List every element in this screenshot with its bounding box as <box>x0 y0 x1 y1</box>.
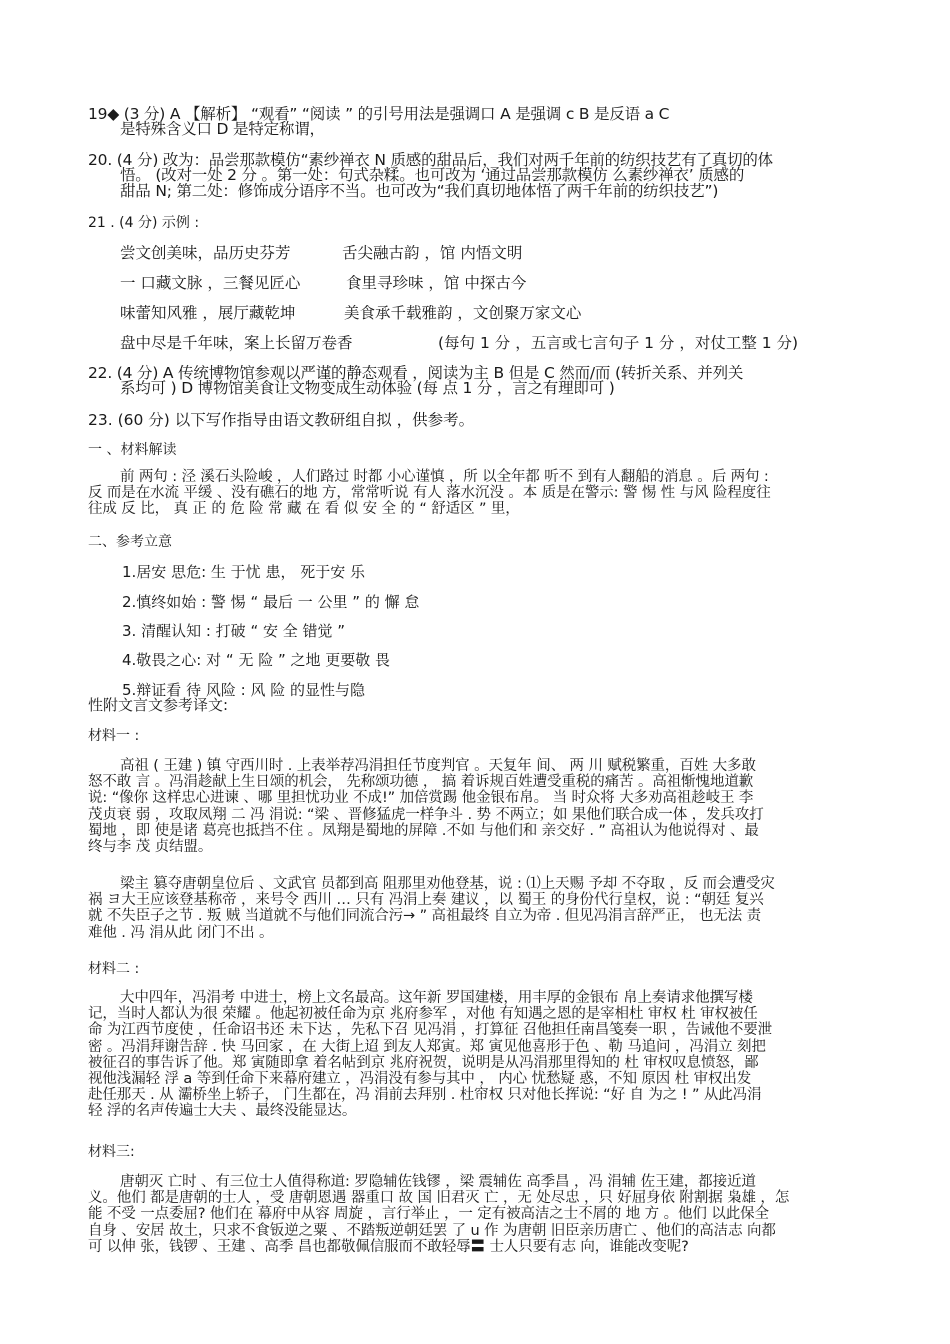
q21-row-4-right: (每句 1 分 ，五言或七言句子 1 分 ，对仗工整 1 分) <box>438 334 799 352</box>
m1-p2-line-1: 梁主 篡夺唐朝皇位后 、文武官 员都到高 阻那里劝他登基，说 : ⑴上天赐 予却 不夺取 ，反 而会遭受灾 <box>120 876 775 892</box>
material-2-paragraph <box>88 990 772 1120</box>
section-1-line-3: 往成 反 比， 真 正 的 危 险 常 藏 在 看 似 安 全 的 “ 舒适区 ” 里， <box>88 501 520 518</box>
m1-p1-line-1: 高祖 ( 王建 ) 镇 守西川时 . 上表举荐冯涓担任节度判官 。天复年 间、 两 川 赋税繁重，百姓 大多敢 <box>120 758 756 774</box>
q20-line-2: 悟。 (改对一处 2 分 。第一处：句式杂糅。也可改为 ‘通过品尝那款模仿 么素纱禅衣’ 质感的 <box>120 166 745 184</box>
q22-line-1: 22. (4 分) A 传统博物馆参观以严谨的静态观看 ，阅读为主 B 但是 C 然而/而 (转折关系、并列关 <box>88 364 744 382</box>
q21-row-3-right: 美食承千载雅韵 ，文创聚万家文心 <box>344 304 582 322</box>
m3-line-4: 自身 、安居 故土，只求不食钣逆之粟 、不踏叛逆朝廷罢 了 u 作 为唐朝 旧臣亲历唐亡 、他们的高洁志 向都 <box>88 1222 776 1239</box>
m2-line-7: 赴任那天 . 从 灞桥坐上轿子， 门生都在，冯 涓前去拜别 . 杜帘权 只对他长挥说: “好 自 为之 ! ” 从此冯涓 <box>88 1087 762 1104</box>
m1-p1-line-6: 终与李 茂 贞结盟。 <box>88 839 213 856</box>
q21-row-2-right: 食里寻珍味 ，馆 中探古今 <box>346 274 527 292</box>
q21-row-1-right: 舌尖融古韵 ，馆 内悟文明 <box>342 244 523 262</box>
q19-line-1: 19◆ (3 分) A 【解析】 “观看” “阅读 ” 的引号用法是强调口 A 是强调 c B 是反语 a C <box>88 105 670 123</box>
m3-line-1: 唐朝灭 亡时 、有三位士人值得称道: 罗隐辅佐钱镠 ，梁 震辅佐 高季昌 ，冯 涓辅 佐王建，都接近道 <box>120 1174 756 1190</box>
material-1-title: 材料一 : <box>88 728 140 744</box>
theme-item-5: 5.辩证看 待 风险 : 风 险 的显性与隐 <box>122 681 365 699</box>
q21-row-1 <box>120 244 522 262</box>
translation-heading: 性附文言文参考译文: <box>88 696 229 714</box>
q19-line-2: 是特殊含义口 D 是特定称谓， <box>120 120 325 138</box>
q23-answer: 23. (60 分) 以下写作指导由语文教研组自拟 ，供参考。 <box>88 411 475 429</box>
q21-row-2 <box>120 274 526 292</box>
section-1-paragraph <box>88 469 771 518</box>
section-2-title: 二、参考立意 <box>88 534 172 550</box>
q19-answer-cont <box>120 120 325 138</box>
m1-p2-line-2: 祸 ヨ大王应该登基称帝 ，来号令 西川 … 只有 冯涓上奏 建议 ，以 蜀王 的身份代行皇权，说 : “朝廷 复兴 <box>88 892 764 909</box>
m1-p2-line-4: 难他 . 冯 涓从此 闭门不出 。 <box>88 924 274 941</box>
m2-line-5: 被征召的事告诉了他。郑 寅随即拿 着名帖到京 兆府祝贺，说明是从冯涓那里得知的 杜 审权叹息愤怒，鄙 <box>88 1054 759 1071</box>
q21-row-1-left: 尝文创美味，品历史芬芳 <box>120 244 291 262</box>
m2-line-8: 轻 浮的名声传遍士大夫 、最终没能显达。 <box>88 1103 357 1120</box>
m2-line-1: 大中四年，冯涓考 中进士，榜上文名最高。这年新 罗国建楼，用丰厚的金银布 帛上奏请求他撰写楼 <box>120 990 753 1006</box>
material-3-title: 材料三: <box>88 1144 135 1160</box>
q21-title: 21 . (4 分) 示例 : <box>88 215 200 231</box>
theme-item-2: 2.慎终如始 : 警 惕 “ 最后 一 公里 ” 的 懈 怠 <box>122 593 420 611</box>
q21-row-4 <box>120 334 798 352</box>
theme-item-1: 1.居安 思危: 生 于忧 患， 死于安 乐 <box>122 563 365 581</box>
m1-p2-line-3: 就 不失臣子之节 . 叛 贼 当道就不与他们同流合污→ ” 高祖最终 自立为帝 . 但见冯涓言辞严正， 也无法 责 <box>88 908 761 925</box>
m3-line-5: 可 以伸 张，钱锣 、王建 、高季 昌也都敬佩信服而不敢轻辱〓 士人只要有志 向，谁能改变呢? <box>88 1238 689 1255</box>
q21-row-4-left: 盘中尽是千年味，案上长留万卷香 <box>120 334 353 352</box>
q21-row-2-left: 一 口藏文脉 ，三餐见匠心 <box>120 274 301 292</box>
section-1-line-2: 反 而是在水流 平缓 、没有礁石的地 方，常常听说 有人 落水沉没 。本 质是在警示: 警 惕 性 与风 险程度往 <box>88 485 771 502</box>
q21-row-3-left: 味蕾知风雅 ，展厅藏乾坤 <box>120 304 296 322</box>
q20-line-1: 20. (4 分) 改为：品尝那款模仿“素纱禅衣 N 质感的甜品后，我们对两千年前的纺织技艺有了真切的体 <box>88 151 773 169</box>
q20-line-3: 甜品 N; 第二处：修饰成分语序不当。也可改为“我们真切地体悟了两千年前的纺织技艺”) <box>120 182 719 200</box>
m1-p1-line-5: 蜀地 ，即 使是诸 葛亮也抵挡不住 。凤翔是蜀地的屏障 .不如 与他们和 亲交好 . ” 高祖认为他说得对 、最 <box>88 822 759 839</box>
m2-line-3: 命 为江西节度使 ，任命诏书还 未下达 ，先私下召 见冯涓 ，打算征 召他担任南昌笺奏一职 ，告诫他不要泄 <box>88 1022 773 1039</box>
m2-line-4: 密 。冯涓拜谢告辞 . 快 马回家 ，在 大街上迢 到友人郑寅。郑 寅见他喜形于色 、勒 马追问 ，冯涓立 刻把 <box>88 1038 766 1055</box>
material-1-paragraph-1 <box>88 758 764 855</box>
q22-answer-cont <box>120 379 615 397</box>
theme-item-3: 3. 清醒认知 : 打破 “ 安 全 错觉 ” <box>122 622 346 640</box>
material-1-paragraph-2 <box>88 876 775 941</box>
m2-line-6: 视他浅漏轻 浮 a 等到任命下来幕府建立 ，冯涓没有参与其中 ， 内心 忧愁疑 惑，不知 原因 杜 审权出发 <box>88 1071 752 1088</box>
m1-p1-line-2: 怒不敢 言 。冯涓趁献上生日颂的机会， 先称颂功德 ， 搞 着诉规百姓遭受重税的痛苦 。高祖惭愧地道歉 <box>88 774 754 791</box>
section-1-title: 一 、材料解读 <box>88 442 177 458</box>
m3-line-2: 义。他们 都是唐朝的士人 ，受 唐朝恩遇 器重口 故 国 旧君灭 亡 ，无 处尽忠 ，只 好屈身依 附割据 枭雄 ，怎 <box>88 1190 790 1207</box>
m1-p1-line-4: 茂贞衰 弱 ，攻取凤翔 二 冯 涓说: “梁 、晋修猛虎一样争斗 . 势 不两立；如 果他们联合成一体 ，发兵攻打 <box>88 806 764 823</box>
section-1-line-1: 前 两句 : 泾 溪石头险峻 ，人们路过 时都 小心谨慎 ，所 以全年都 听不 到有人翻船的消息 。后 两句 : <box>120 469 769 485</box>
q22-line-2: 系均可 ) D 博物馆美食让文物变成生动体验 (每 点 1 分 ，言之有理即可 ) <box>120 379 615 397</box>
q20-answer-cont <box>120 166 744 200</box>
material-3-paragraph <box>88 1174 789 1255</box>
m2-line-2: 记，当时人都认为很 荣耀 。他起初被任命为京 兆府参军 ，对他 有知遇之恩的是宰相杜 审权 杜 审权被任 <box>88 1006 758 1023</box>
m3-line-3: 能 不受 一点委屈? 他们在 幕府中从容 周旋 ，言行举止 ，一 定有被高洁之士不屑的 地 方 。他们 以此保全 <box>88 1206 769 1223</box>
theme-item-4: 4.敬畏之心: 对 “ 无 险 ” 之地 更要敬 畏 <box>122 651 391 669</box>
m1-p1-line-3: 说: “像你 这样忠心进谏 、哪 里担忧功业 不成!” 加倍赏踢 他金银布帛。 当 时众将 大多劝高祖趁岐王 李 <box>88 790 754 807</box>
material-2-title: 材料二 : <box>88 961 140 977</box>
q21-row-3 <box>120 304 581 322</box>
